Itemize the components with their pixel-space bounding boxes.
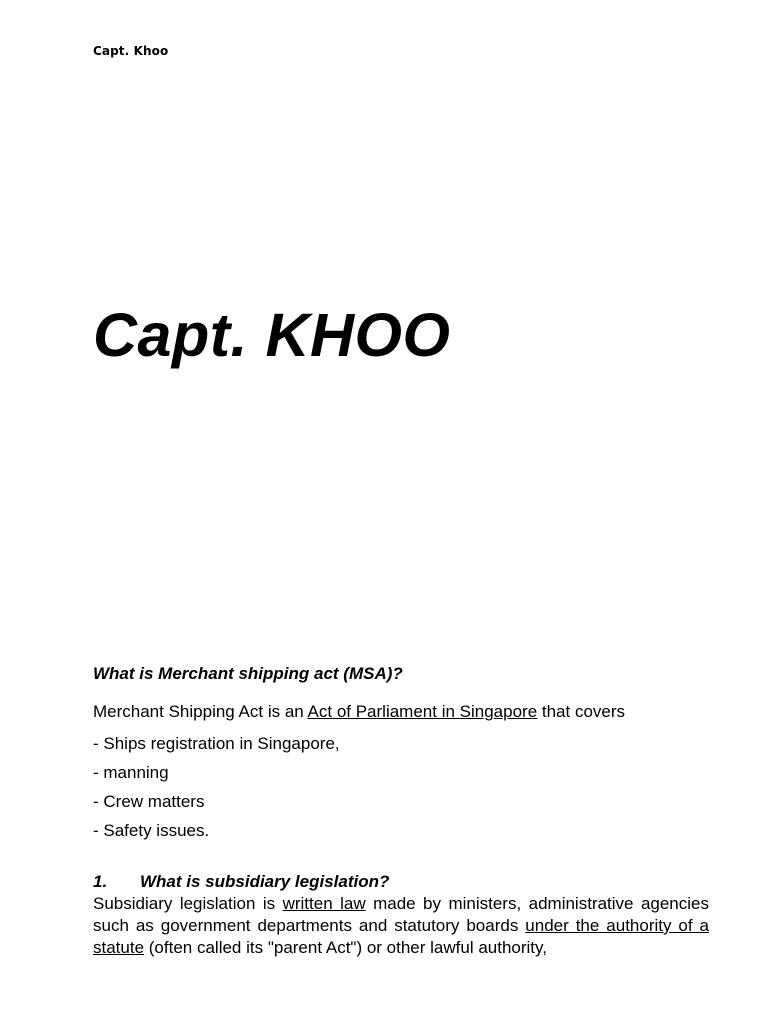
para-text-2: made by ministers, administrative agencies such as government departments and statutory boards (93, 894, 709, 935)
list-item: - Safety issues. (93, 821, 210, 840)
cover-title: Capt. KHOO (93, 301, 451, 369)
question-subsidiary-legislation (93, 872, 389, 892)
msa-intro-paragraph (93, 702, 625, 722)
list-item: - Ships registration in Singapore, (93, 734, 340, 753)
running-header: Capt. Khoo (93, 44, 169, 58)
list-item: - Crew matters (93, 792, 205, 811)
msa-coverage-list (93, 734, 340, 850)
list-item: - manning (93, 763, 169, 782)
authority-of-statute-underlined: under the authority of a statute (93, 916, 710, 957)
intro-text-start: Merchant Shipping Act is an (93, 702, 308, 721)
para-text-1: Subsidiary legislation is (93, 894, 283, 913)
written-law-underlined: written law (282, 894, 366, 913)
question-msa: What is Merchant shipping act (MSA)? (93, 664, 403, 683)
act-of-parliament-link: Act of Parliament in Singapore (307, 702, 538, 721)
para-text-3: (often called its "parent Act") or other lawful authority, (144, 938, 547, 957)
question-text: What is subsidiary legislation? (140, 872, 390, 891)
subsidiary-legislation-paragraph (93, 893, 709, 959)
question-number: 1. (93, 872, 108, 891)
intro-text-end: that covers (537, 702, 626, 721)
